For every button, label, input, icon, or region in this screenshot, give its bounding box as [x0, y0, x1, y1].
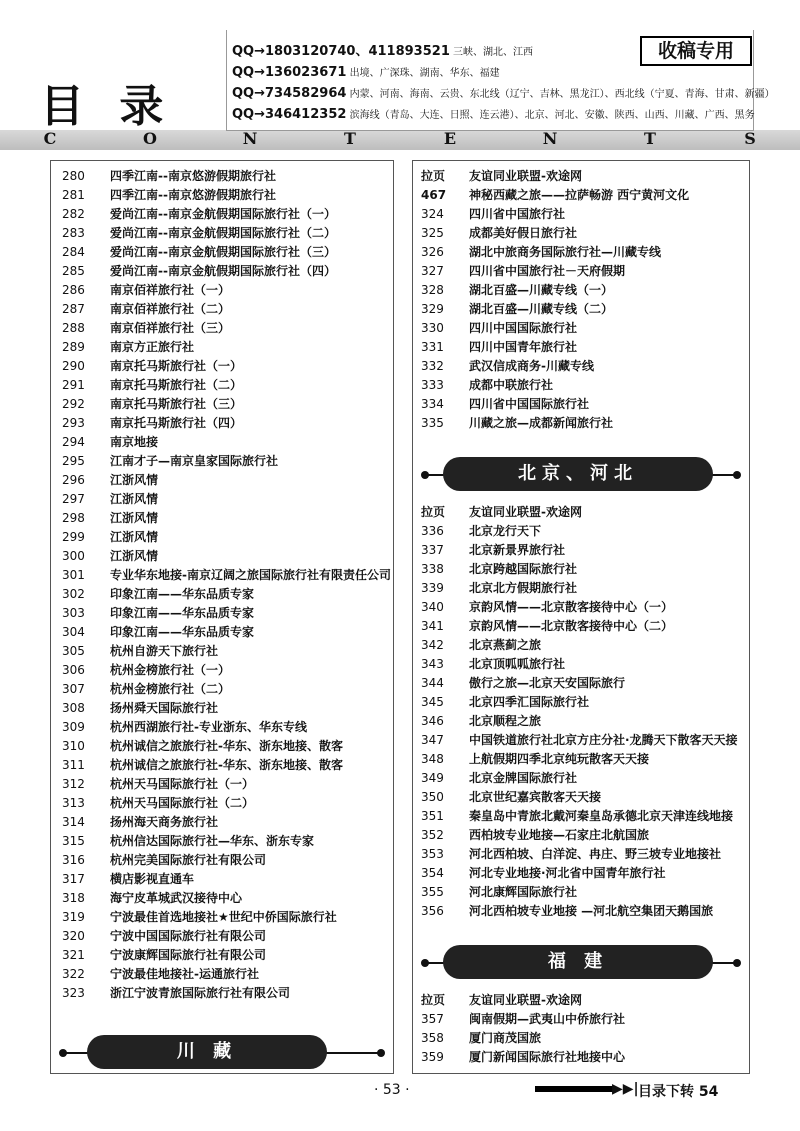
toc-title: 印象江南——华东品质专家: [110, 606, 255, 620]
toc-title: 南京托马斯旅行社（四）: [110, 416, 243, 430]
toc-page-number: 307: [62, 682, 85, 696]
toc-entry[interactable]: [62, 167, 276, 186]
toc-page-number: 351: [421, 809, 444, 823]
toc-title: 爱尚江南--南京金航假期国际旅行社（一）: [110, 207, 336, 221]
toc-page-number: 331: [421, 340, 444, 354]
toc-entry[interactable]: [62, 737, 343, 756]
toc-page-number: 285: [62, 264, 85, 278]
toc-entry[interactable]: [62, 794, 254, 813]
toc-page-number: 343: [421, 657, 444, 671]
toc-entry[interactable]: [421, 357, 594, 376]
toc-title: 爱尚江南--南京金航假期国际旅行社（四）: [110, 264, 336, 278]
toc-title: 江浙风情: [110, 549, 159, 563]
toc-page-number: 298: [62, 511, 85, 525]
toc-entry[interactable]: [421, 522, 541, 541]
toc-page-number: 349: [421, 771, 444, 785]
toc-entry[interactable]: [62, 927, 266, 946]
qq-areas: 内蒙、河南、海南、云贵、东北线（辽宁、吉林、黑龙江）、西北线（宁夏、青海、甘肃、新疆）: [346, 89, 775, 100]
toc-title: 河北专业地接·河北省中国青年旅行社: [469, 866, 666, 880]
toc-title: 厦门商茂国旅: [469, 1031, 542, 1045]
page-title: 目 录: [40, 81, 174, 132]
toc-page-number: 302: [62, 587, 85, 601]
toc-page-number: 289: [62, 340, 85, 354]
toc-entry[interactable]: [62, 490, 158, 509]
toc-title: 秦皇岛中青旅北戴河秦皇岛承德北京天津连线地接: [469, 809, 734, 823]
toc-title: 厦门新闻国际旅行社地接中心: [469, 1050, 626, 1064]
toc-entry[interactable]: [62, 680, 230, 699]
toc-entry[interactable]: [421, 503, 582, 522]
section-header: [51, 1033, 393, 1073]
contents-letter: T: [644, 129, 656, 148]
toc-page-number: 281: [62, 188, 85, 202]
toc-page-number: 283: [62, 226, 85, 240]
toc-page-number: 333: [421, 378, 444, 392]
toc-entry[interactable]: [62, 566, 391, 585]
toc-page-number: 323: [62, 986, 85, 1000]
toc-title: 友谊同业联盟-欢途网: [469, 993, 582, 1007]
toc-title: 杭州诚信之旅旅行社-华东、浙东地接、散客: [110, 758, 343, 772]
toc-page-number: 326: [421, 245, 444, 259]
toc-page-number: 299: [62, 530, 85, 544]
toc-page-number: 313: [62, 796, 85, 810]
bullet-dot-icon: [733, 959, 741, 967]
toc-page-number: 347: [421, 733, 444, 747]
toc-page-number: 337: [421, 543, 444, 557]
toc-title: 四季江南--南京悠游假期旅行社: [110, 188, 276, 202]
toc-entry[interactable]: [421, 186, 689, 205]
toc-title: 神秘西藏之旅——拉萨畅游 西宁黄河文化: [469, 188, 690, 202]
toc-title: 江浙风情: [110, 473, 159, 487]
toc-entry[interactable]: [62, 832, 314, 851]
toc-page-number: 358: [421, 1031, 444, 1045]
toc-entry[interactable]: [421, 281, 613, 300]
toc-entry[interactable]: [62, 395, 242, 414]
toc-title: 北京新景界旅行社: [469, 543, 566, 557]
toc-page-number: 301: [62, 568, 85, 582]
toc-title: 南京方正旅行社: [110, 340, 195, 354]
toc-title: 京韵风情——北京散客接待中心（二）: [469, 619, 674, 633]
toc-page-number: 341: [421, 619, 444, 633]
toc-page-number: 292: [62, 397, 85, 411]
toc-page-number: 321: [62, 948, 85, 962]
left-column: [50, 160, 394, 1074]
toc-entry[interactable]: [62, 186, 276, 205]
toc-entry[interactable]: [62, 756, 343, 775]
toc-title: 南京托马斯旅行社（三）: [110, 397, 243, 411]
section-header: [413, 943, 749, 983]
toc-entry[interactable]: [421, 338, 577, 357]
toc-title: 江浙风情: [110, 492, 159, 506]
toc-page-number: 348: [421, 752, 444, 766]
toc-page-number: 339: [421, 581, 444, 595]
toc-entry[interactable]: [421, 224, 577, 243]
toc-page-number: 308: [62, 701, 85, 715]
toc-title: 杭州信达国际旅行社—华东、浙东专家: [110, 834, 315, 848]
toc-title: 北京龙行天下: [469, 524, 542, 538]
toc-page-number: 316: [62, 853, 85, 867]
contents-letter: S: [744, 129, 756, 148]
toc-title: 扬州舜天国际旅行社: [110, 701, 219, 715]
bullet-dot-icon: [377, 1049, 385, 1057]
toc-page-number: 350: [421, 790, 444, 804]
toc-page-number: 303: [62, 606, 85, 620]
toc-entry[interactable]: [62, 642, 218, 661]
toc-title: 北京跨越国际旅行社: [469, 562, 578, 576]
toc-entry[interactable]: [421, 1048, 625, 1067]
toc-title: 闽南假期—武夷山中侨旅行社: [469, 1012, 626, 1026]
toc-title: 四川中国青年旅行社: [469, 340, 578, 354]
toc-entry[interactable]: [421, 807, 733, 826]
toc-page-number: 353: [421, 847, 444, 861]
toc-title: 上航假期四季北京纯玩散客天天接: [469, 752, 650, 766]
toc-title: 傲行之旅—北京天安国际旅行: [469, 676, 626, 690]
contents-letter: T: [344, 129, 356, 148]
toc-page-number: 300: [62, 549, 85, 563]
toc-page-number: 286: [62, 283, 85, 297]
toc-title: 南京托马斯旅行社（一）: [110, 359, 243, 373]
toc-page-number: 338: [421, 562, 444, 576]
toc-entry[interactable]: [421, 376, 553, 395]
toc-title: 宁波中国国际旅行社有限公司: [110, 929, 267, 943]
toc-entry[interactable]: [421, 579, 577, 598]
toc-entry[interactable]: [421, 902, 713, 921]
toc-title: 江浙风情: [110, 511, 159, 525]
qq-contact-line: [232, 84, 775, 104]
qq-areas: 出境、广深珠、湖南、华东、福建: [346, 68, 500, 79]
toc-page-number: 352: [421, 828, 444, 842]
toc-title: 宁波最佳首选地接社★世纪中侨国际旅行社: [110, 910, 337, 924]
toc-page-number: 297: [62, 492, 85, 506]
qq-number: QQ→136023671: [232, 65, 347, 80]
toc-page-number: 330: [421, 321, 444, 335]
contents-letter: N: [242, 129, 258, 148]
toc-title: 中国铁道旅行社北京方庄分社·龙腾天下散客天天接: [469, 733, 738, 747]
qq-contact-line: [232, 63, 500, 83]
toc-page-number: 314: [62, 815, 85, 829]
toc-title: 川藏之旅—成都新闻旅行社: [469, 416, 614, 430]
toc-title: 宁波康辉国际旅行社有限公司: [110, 948, 267, 962]
toc-entry[interactable]: [421, 636, 541, 655]
toc-entry[interactable]: [62, 889, 242, 908]
toc-page-number: 328: [421, 283, 444, 297]
toc-entry[interactable]: [62, 661, 230, 680]
toc-entry[interactable]: [62, 338, 194, 357]
toc-title: 浙江宁波青旅国际旅行社有限公司: [110, 986, 291, 1000]
toc-entry[interactable]: [421, 598, 673, 617]
right-column: [412, 160, 750, 1074]
section-header: [413, 455, 749, 495]
footer: [0, 1078, 800, 1108]
toc-title: 武汉信成商务-川藏专线: [469, 359, 594, 373]
page-number: · 53 ·: [374, 1082, 410, 1098]
toc-entry[interactable]: [421, 262, 625, 281]
toc-title: 西柏坡专业地接—石家庄北航国旅: [469, 828, 650, 842]
toc-page-number: 305: [62, 644, 85, 658]
toc-title: 南京佰祥旅行社（二）: [110, 302, 231, 316]
toc-entry[interactable]: [62, 433, 158, 452]
toc-title: 杭州完美国际旅行社有限公司: [110, 853, 267, 867]
toc-entry[interactable]: [421, 826, 649, 845]
toc-page-number: 325: [421, 226, 444, 240]
contents-banner: [0, 128, 800, 150]
toc-page-number: 306: [62, 663, 85, 677]
toc-title: 友谊同业联盟-欢途网: [469, 169, 582, 183]
toc-entry[interactable]: [62, 281, 230, 300]
toc-entry[interactable]: [421, 1029, 541, 1048]
toc-entry[interactable]: [62, 604, 254, 623]
toc-title: 杭州天马国际旅行社（二）: [110, 796, 255, 810]
toc-page-number: 336: [421, 524, 444, 538]
toc-title: 爱尚江南--南京金航假期国际旅行社（二）: [110, 226, 336, 240]
toc-title: 专业华东地接-南京辽阔之旅国际旅行社有限责任公司: [110, 568, 391, 582]
toc-title: 南京托马斯旅行社（二）: [110, 378, 243, 392]
bullet-dot-icon: [59, 1049, 67, 1057]
toc-title: 杭州自游天下旅行社: [110, 644, 219, 658]
toc-entry[interactable]: [62, 357, 242, 376]
double-triangle-icon: ▶▶|: [612, 1081, 639, 1097]
toc-entry[interactable]: [62, 946, 266, 965]
toc-title: 京韵风情——北京散客接待中心（一）: [469, 600, 674, 614]
toc-title: 北京四季汇国际旅行社: [469, 695, 590, 709]
toc-entry[interactable]: [421, 560, 577, 579]
toc-page-number: 342: [421, 638, 444, 652]
toc-title: 海宁皮革城武汉接待中心: [110, 891, 243, 905]
toc-page-number: 312: [62, 777, 85, 791]
qq-number: QQ→1803120740、411893521: [232, 44, 450, 59]
toc-entry[interactable]: [421, 750, 649, 769]
toc-entry[interactable]: [62, 623, 254, 642]
toc-entry[interactable]: [62, 984, 290, 1003]
toc-title: 四川省中国旅行社－天府假期: [469, 264, 626, 278]
toc-title: 北京燕蓟之旅: [469, 638, 542, 652]
toc-title: 四季江南--南京悠游假期旅行社: [110, 169, 276, 183]
toc-page-number: 335: [421, 416, 444, 430]
toc-page-number: 355: [421, 885, 444, 899]
toc-page-number: 282: [62, 207, 85, 221]
toc-title: 南京地接: [110, 435, 159, 449]
toc-title: 宁波最佳地接社-运通旅行社: [110, 967, 259, 981]
toc-entry[interactable]: [62, 775, 254, 794]
toc-entry[interactable]: [421, 712, 541, 731]
toc-page-number: 324: [421, 207, 444, 221]
toc-entry[interactable]: [62, 699, 218, 718]
toc-entry[interactable]: [62, 718, 307, 737]
toc-title: 北京顶呱呱旅行社: [469, 657, 566, 671]
toc-entry[interactable]: [421, 414, 613, 433]
toc-entry[interactable]: [62, 908, 337, 927]
toc-title: 江南才子—南京皇家国际旅行社: [110, 454, 279, 468]
toc-entry[interactable]: [421, 1010, 625, 1029]
toc-entry[interactable]: [421, 243, 661, 262]
toc-page-number: 318: [62, 891, 85, 905]
toc-title: 北京世纪嘉宾散客天天接: [469, 790, 602, 804]
toc-title: 北京顺程之旅: [469, 714, 542, 728]
bullet-dot-icon: [733, 471, 741, 479]
toc-title: 杭州金榜旅行社（二）: [110, 682, 231, 696]
toc-entry[interactable]: [62, 471, 158, 490]
toc-title: 北京北方假期旅行社: [469, 581, 578, 595]
qq-number: QQ→346412352: [232, 107, 347, 122]
toc-title: 四川中国国际旅行社: [469, 321, 578, 335]
toc-entry[interactable]: [62, 319, 230, 338]
section-title: 川 藏: [87, 1035, 327, 1069]
toc-title: 成都中联旅行社: [469, 378, 554, 392]
toc-entry[interactable]: [62, 224, 336, 243]
toc-title: 南京佰祥旅行社（三）: [110, 321, 231, 335]
toc-entry[interactable]: [62, 243, 336, 262]
toc-page-number: 309: [62, 720, 85, 734]
toc-entry[interactable]: [62, 528, 158, 547]
toc-entry[interactable]: [62, 205, 336, 224]
toc-entry[interactable]: [421, 617, 673, 636]
toc-entry[interactable]: [62, 965, 259, 984]
toc-page-number: 310: [62, 739, 85, 753]
toc-entry[interactable]: [421, 395, 589, 414]
submission-stamp: 收稿专用: [640, 36, 752, 66]
toc-page-number: 296: [62, 473, 85, 487]
qq-areas: 滨海线（青岛、大连、日照、连云港）、北京、河北、安徽、陕西、山西、川藏、广西、黑务: [346, 110, 755, 121]
continued-label: 目录下转 54: [638, 1084, 719, 1100]
toc-page-number: 346: [421, 714, 444, 728]
arrow-right-icon: [535, 1086, 613, 1092]
toc-title: 湖北百盛—川藏专线（二）: [469, 302, 614, 316]
toc-page-number: 319: [62, 910, 85, 924]
toc-page-number: 322: [62, 967, 85, 981]
toc-title: 杭州西湖旅行社-专业浙东、华东专线: [110, 720, 307, 734]
toc-page-number: 327: [421, 264, 444, 278]
toc-entry[interactable]: [62, 262, 336, 281]
toc-title: 四川省中国国际旅行社: [469, 397, 590, 411]
toc-title: 北京金牌国际旅行社: [469, 771, 578, 785]
toc-page-number: 293: [62, 416, 85, 430]
toc-title: 四川省中国旅行社: [469, 207, 566, 221]
toc-page-number: 315: [62, 834, 85, 848]
toc-title: 友谊同业联盟-欢途网: [469, 505, 582, 519]
toc-entry[interactable]: [62, 509, 158, 528]
toc-entry[interactable]: [421, 883, 577, 902]
toc-page-number: 304: [62, 625, 85, 639]
contents-letter: N: [542, 129, 558, 148]
toc-page-number: 354: [421, 866, 444, 880]
toc-entry[interactable]: [62, 376, 242, 395]
toc-page-number: 290: [62, 359, 85, 373]
toc-entry[interactable]: [62, 414, 242, 433]
toc-page-number: 340: [421, 600, 444, 614]
toc-entry[interactable]: [421, 541, 565, 560]
toc-title: 湖北中旅商务国际旅行社—川藏专线: [469, 245, 662, 259]
toc-title: 江浙风情: [110, 530, 159, 544]
header: [0, 0, 800, 150]
toc-title: 杭州天马国际旅行社（一）: [110, 777, 255, 791]
toc-entry[interactable]: [421, 167, 582, 186]
toc-page-number: 357: [421, 1012, 444, 1026]
toc-entry[interactable]: [62, 547, 158, 566]
toc-page-number: 拉页: [421, 169, 446, 183]
toc-page-number: 467: [421, 188, 447, 202]
toc-page-number: 294: [62, 435, 85, 449]
toc-title: 河北西柏坡专业地接 —河北航空集团天鹅国旅: [469, 904, 714, 918]
toc-page-number: 356: [421, 904, 444, 918]
toc-page-number: 320: [62, 929, 85, 943]
toc-entry[interactable]: [62, 813, 218, 832]
contents-letter: E: [443, 129, 457, 148]
toc-entry[interactable]: [421, 731, 738, 750]
toc-page-number: 291: [62, 378, 85, 392]
toc-entry[interactable]: [421, 674, 625, 693]
toc-title: 印象江南——华东品质专家: [110, 625, 255, 639]
contents-letter: C: [43, 129, 57, 148]
toc-page-number: 295: [62, 454, 85, 468]
toc-title: 爱尚江南--南京金航假期国际旅行社（三）: [110, 245, 336, 259]
toc-title: 杭州金榜旅行社（一）: [110, 663, 231, 677]
toc-entry[interactable]: [421, 991, 582, 1010]
bullet-dot-icon: [421, 959, 429, 967]
toc-page-number: 334: [421, 397, 444, 411]
toc-entry[interactable]: [62, 300, 230, 319]
toc-entry[interactable]: [62, 452, 278, 471]
toc-title: 扬州海天商务旅行社: [110, 815, 219, 829]
toc-page-number: 317: [62, 872, 85, 886]
toc-entry[interactable]: [421, 655, 565, 674]
contents-letter: O: [143, 129, 157, 148]
toc-title: 南京佰祥旅行社（一）: [110, 283, 231, 297]
qq-areas: 三峡、湖北、江西: [449, 47, 534, 58]
qq-number: QQ→734582964: [232, 86, 347, 101]
toc-entry[interactable]: [421, 205, 565, 224]
section-title: 福 建: [443, 945, 713, 979]
toc-entry[interactable]: [421, 769, 577, 788]
toc-page-number: 359: [421, 1050, 444, 1064]
toc-entry[interactable]: [421, 300, 613, 319]
toc-title: 湖北百盛—川藏专线（一）: [469, 283, 614, 297]
toc-entry[interactable]: [421, 319, 577, 338]
bullet-dot-icon: [421, 471, 429, 479]
toc-title: 印象江南——华东品质专家: [110, 587, 255, 601]
toc-entry[interactable]: [62, 851, 266, 870]
toc-entry[interactable]: [62, 585, 254, 604]
toc-entry[interactable]: [62, 870, 194, 889]
toc-title: 河北西柏坡、白洋淀、冉庄、野三坡专业地接社: [469, 847, 722, 861]
toc-page-number: 311: [62, 758, 85, 772]
toc-page-number: 332: [421, 359, 444, 373]
toc-page-number: 284: [62, 245, 85, 259]
toc-entry[interactable]: [421, 788, 601, 807]
toc-title: 杭州诚信之旅旅行社-华东、浙东地接、散客: [110, 739, 343, 753]
qq-contact-line: [232, 105, 755, 125]
toc-title: 河北康辉国际旅行社: [469, 885, 578, 899]
toc-entry[interactable]: [421, 864, 666, 883]
toc-entry[interactable]: [421, 693, 589, 712]
toc-page-number: 280: [62, 169, 85, 183]
toc-page-number: 287: [62, 302, 85, 316]
toc-page-number: 329: [421, 302, 444, 316]
toc-title: 成都美好假日旅行社: [469, 226, 578, 240]
toc-page-number: 拉页: [421, 505, 446, 519]
toc-page-number: 拉页: [421, 993, 446, 1007]
section-title: 北京、河北: [443, 457, 713, 491]
toc-title: 横店影视直通车: [110, 872, 195, 886]
toc-page-number: 344: [421, 676, 444, 690]
qq-contact-line: [232, 42, 533, 62]
toc-page-number: 345: [421, 695, 444, 709]
toc-page-number: 288: [62, 321, 85, 335]
toc-entry[interactable]: [421, 845, 721, 864]
